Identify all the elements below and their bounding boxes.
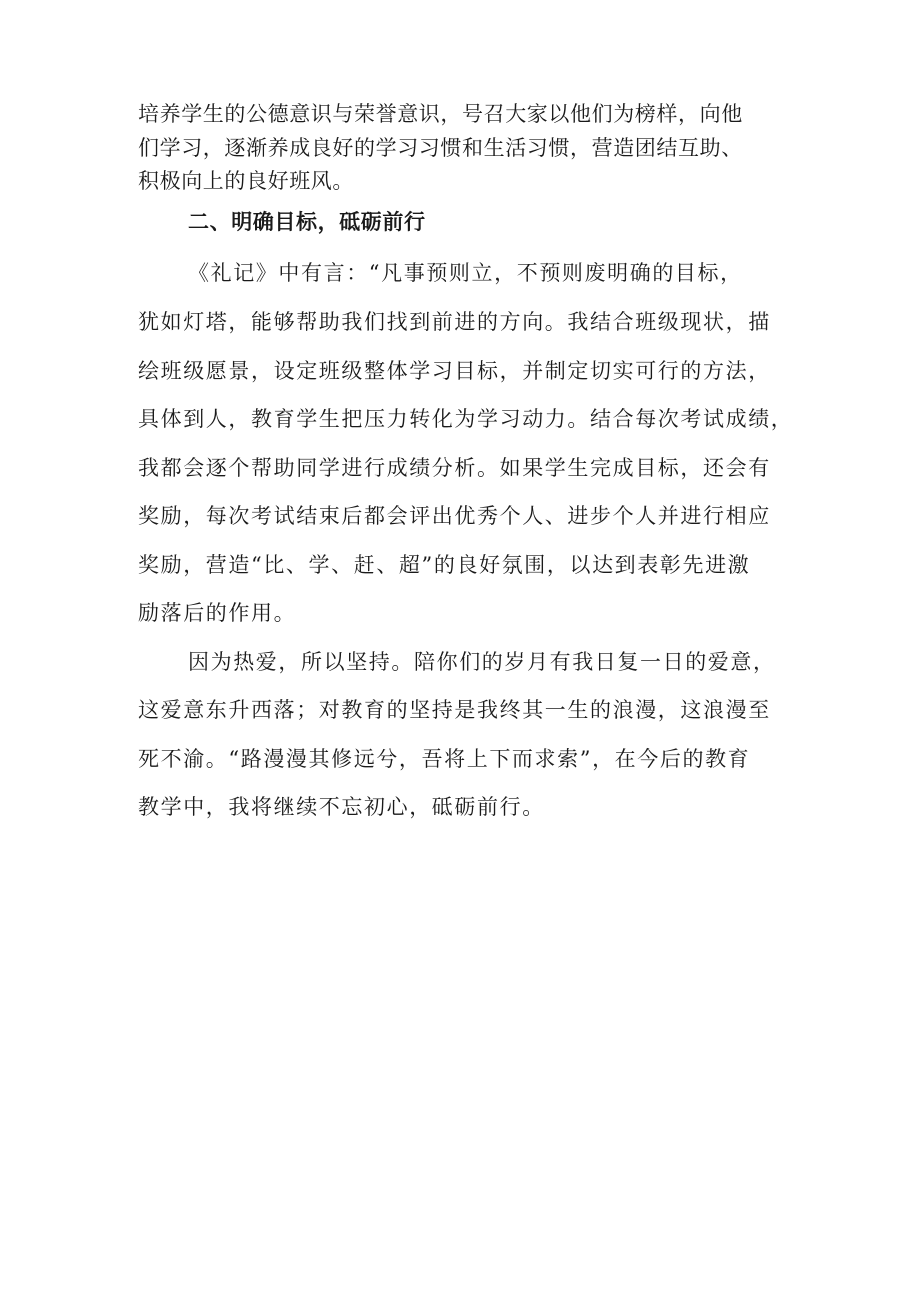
paragraph1-line-7: 奖励，营造“比、学、赶、超”的良好氛围，以达到表彰先进激	[138, 553, 751, 577]
intro-line-2: 们学习，逐渐养成良好的学习习惯和生活习惯，营造团结互助、	[138, 136, 743, 160]
intro-line-3: 积极向上的良好班风。	[138, 169, 354, 193]
paragraph1-line-3: 绘班级愿景，设定班级整体学习目标，并制定切实可行的方法，	[138, 359, 771, 383]
paragraph1-line-5: 我都会逐个帮助同学进行成绩分析。如果学生完成目标，还会有	[138, 456, 771, 480]
paragraph1-line-1: 《礼记》中有言：“凡事预则立，不预则废明确的目标，	[188, 261, 743, 285]
section-heading: 二、明确目标，砥砺前行	[188, 210, 426, 234]
paragraph2-line-2: 这爱意东升西落；对教育的坚持是我终其一生的浪漫，这浪漫至	[138, 698, 771, 722]
paragraph1-line-4: 具体到人，教育学生把压力转化为学习动力。结合每次考试成绩，	[138, 407, 794, 431]
paragraph2-line-4: 教学中，我将继续不忘初心，砥砺前行。	[138, 795, 545, 819]
paragraph1-line-6: 奖励，每次考试结束后都会评出优秀个人、进步个人并进行相应	[138, 504, 771, 528]
paragraph1-line-2: 犹如灯塔，能够帮助我们找到前进的方向。我结合班级现状，描	[138, 310, 771, 334]
paragraph1-line-8: 励落后的作用。	[138, 601, 297, 625]
paragraph2-line-1: 因为热爱，所以坚持。陪你们的岁月有我日复一日的爱意，	[188, 650, 776, 674]
paragraph2-line-3: 死不渝。“路漫漫其修远兮，吾将上下而求索”，在今后的教育	[138, 747, 751, 771]
intro-line-1: 培养学生的公德意识与荣誉意识，号召大家以他们为榜样，向他	[138, 102, 743, 126]
